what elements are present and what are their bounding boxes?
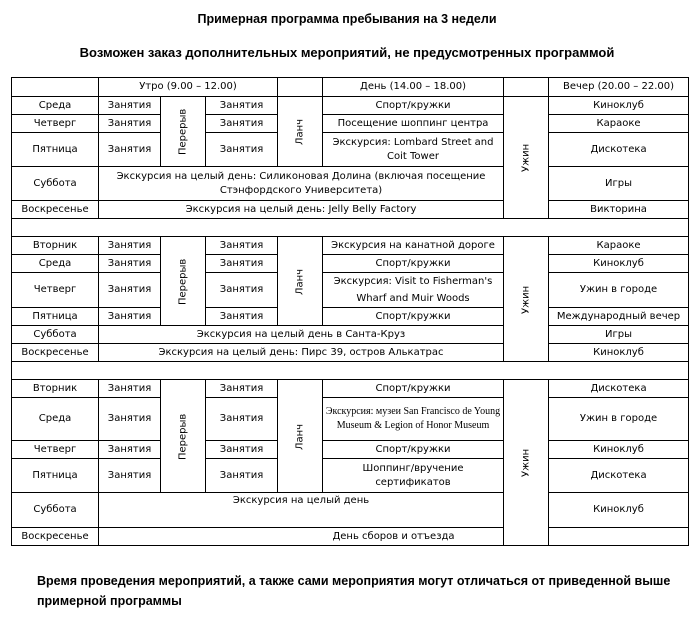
day-cell: Пятница [12, 459, 99, 493]
break-label: Перерыв [177, 412, 188, 460]
full-day-cell: День сборов и отъезда [99, 528, 689, 546]
full-day-cell: Экскурсия на целый день в Санта-Круз [99, 326, 504, 344]
morning-class-cell: Занятия [99, 398, 161, 441]
table-row [12, 115, 689, 133]
evening-cell: Дискотека [549, 380, 689, 398]
afternoon-cell: Экскурсия на канатной дороге [323, 237, 504, 255]
dinner-label: Ужин [520, 143, 532, 172]
morning-class-cell: Занятия [206, 308, 278, 326]
evening-cell: Игры [549, 167, 689, 201]
day-cell: Пятница [12, 133, 99, 167]
day-cell: Воскресенье [12, 201, 99, 219]
day-cell: Вторник [12, 380, 99, 398]
afternoon-cell: Спорт/кружки [323, 380, 504, 398]
break-cell [161, 237, 206, 326]
document-footer-note: Время проведения мероприятий, а также сами мероприятия могут отличаться от приведенной выше примерной программы [37, 574, 671, 608]
table-row [12, 133, 689, 167]
dinner-cell [504, 97, 549, 219]
evening-cell: Киноклуб [549, 344, 689, 362]
evening-cell: Ужин в городе [549, 273, 689, 308]
day-cell: Воскресенье [12, 528, 99, 546]
afternoon-cell: Экскурсия: Visit to Fisherman's Wharf and Muir Woods [323, 273, 504, 308]
lunch-cell [278, 380, 323, 493]
evening-cell: Игры [549, 326, 689, 344]
header-morning: Утро (9.00 – 12.00) [99, 78, 278, 97]
afternoon-cell: Спорт/кружки [323, 441, 504, 459]
table-row [12, 528, 689, 546]
evening-cell: Дискотека [549, 459, 689, 493]
day-cell: Суббота [12, 493, 99, 528]
evening-cell: Караоке [549, 115, 689, 133]
table-row [12, 97, 689, 115]
morning-class-cell: Занятия [206, 459, 278, 493]
table-row [12, 201, 689, 219]
full-day-cell: Экскурсия на целый день: Силиконовая Долина (включая посещение Стэнфордского Университета) [99, 167, 504, 201]
afternoon-cell: Спорт/кружки [323, 255, 504, 273]
document-title: Примерная программа пребывания на 3 недели [197, 12, 497, 26]
table-row [12, 398, 689, 441]
table-row [12, 326, 689, 344]
table-row [12, 344, 689, 362]
lunch-label: Ланч [294, 422, 306, 450]
evening-cell: Киноклуб [549, 493, 689, 528]
day-cell: Четверг [12, 441, 99, 459]
dinner-label: Ужин [520, 284, 532, 314]
day-cell: Вторник [12, 237, 99, 255]
evening-cell: Викторина [549, 201, 689, 219]
full-day-cell: Экскурсия на целый день [99, 493, 504, 528]
day-cell: Четверг [12, 273, 99, 308]
evening-cell: Киноклуб [549, 255, 689, 273]
full-day-cell: Экскурсия на целый день: Пирс 39, остров Алькатрас [99, 344, 504, 362]
day-cell: Воскресенье [12, 344, 99, 362]
morning-class-cell: Занятия [206, 398, 278, 441]
day-cell: Четверг [12, 115, 99, 133]
header-row [12, 78, 689, 97]
evening-cell: Караоке [549, 237, 689, 255]
morning-class-cell: Занятия [206, 255, 278, 273]
table-row [12, 273, 689, 308]
week-separator [12, 219, 689, 237]
afternoon-cell: Экскурсия: музеи San Francisco de Young Museum & Legion of Honor Museum [323, 398, 504, 441]
morning-class-cell: Занятия [99, 133, 161, 167]
morning-class-cell: Занятия [99, 115, 161, 133]
day-cell: Пятница [12, 308, 99, 326]
table-row [12, 493, 689, 528]
morning-class-cell: Занятия [99, 459, 161, 493]
morning-class-cell: Занятия [99, 308, 161, 326]
morning-class-cell: Занятия [206, 273, 278, 308]
header-lunch-blank [278, 78, 323, 97]
morning-class-cell: Занятия [206, 380, 278, 398]
dinner-label: Ужин [520, 448, 532, 477]
morning-class-cell: Занятия [206, 97, 278, 115]
table-row [12, 380, 689, 398]
separator-cell [12, 362, 689, 380]
dinner-cell [504, 380, 549, 546]
day-cell: Среда [12, 97, 99, 115]
break-cell [161, 380, 206, 493]
lunch-cell [278, 237, 323, 326]
afternoon-cell: Спорт/кружки [323, 97, 504, 115]
document-subtitle: Возможен заказ дополнительных мероприятий, не предусмотренных программой [79, 45, 615, 60]
day-cell: Суббота [12, 326, 99, 344]
day-cell: Суббота [12, 167, 99, 201]
lunch-cell [278, 97, 323, 167]
table-row [12, 237, 689, 255]
table-row [12, 255, 689, 273]
afternoon-cell: Экскурсия: Lombard Street and Coit Tower [323, 133, 504, 167]
table-row [12, 167, 689, 201]
week-separator [12, 362, 689, 380]
afternoon-cell: Спорт/кружки [323, 308, 504, 326]
afternoon-cell: Шоппинг/вручение сертификатов [323, 459, 504, 493]
morning-class-cell: Занятия [99, 380, 161, 398]
table-row [12, 441, 689, 459]
header-dinner-blank [504, 78, 549, 97]
morning-class-cell: Занятия [206, 115, 278, 133]
break-cell [161, 97, 206, 167]
morning-class-cell: Занятия [99, 237, 161, 255]
dinner-cell [504, 237, 549, 362]
morning-class-cell: Занятия [99, 255, 161, 273]
lunch-label: Ланч [294, 267, 306, 295]
morning-class-cell: Занятия [206, 441, 278, 459]
morning-class-cell: Занятия [206, 237, 278, 255]
evening-cell: Ужин в городе [549, 398, 689, 441]
header-blank [12, 78, 99, 97]
morning-class-cell: Занятия [206, 133, 278, 167]
lunch-label: Ланч [294, 118, 306, 145]
table-row [12, 308, 689, 326]
break-label: Перерыв [177, 257, 188, 305]
header-afternoon: День (14.00 – 18.00) [323, 78, 504, 97]
schedule-table [11, 77, 689, 546]
evening-cell: Международный вечер [549, 308, 689, 326]
break-label: Перерыв [177, 108, 188, 155]
morning-class-cell: Занятия [99, 441, 161, 459]
full-day-cell: Экскурсия на целый день: Jelly Belly Factory [99, 201, 504, 219]
evening-cell: Киноклуб [549, 97, 689, 115]
evening-cell: Киноклуб [549, 441, 689, 459]
table-row [12, 459, 689, 493]
evening-cell: Дискотека [549, 133, 689, 167]
header-evening: Вечер (20.00 – 22.00) [549, 78, 689, 97]
separator-cell [12, 219, 689, 237]
day-cell: Среда [12, 255, 99, 273]
morning-class-cell: Занятия [99, 97, 161, 115]
afternoon-cell: Посещение шоппинг центра [323, 115, 504, 133]
day-cell: Среда [12, 398, 99, 441]
morning-class-cell: Занятия [99, 273, 161, 308]
